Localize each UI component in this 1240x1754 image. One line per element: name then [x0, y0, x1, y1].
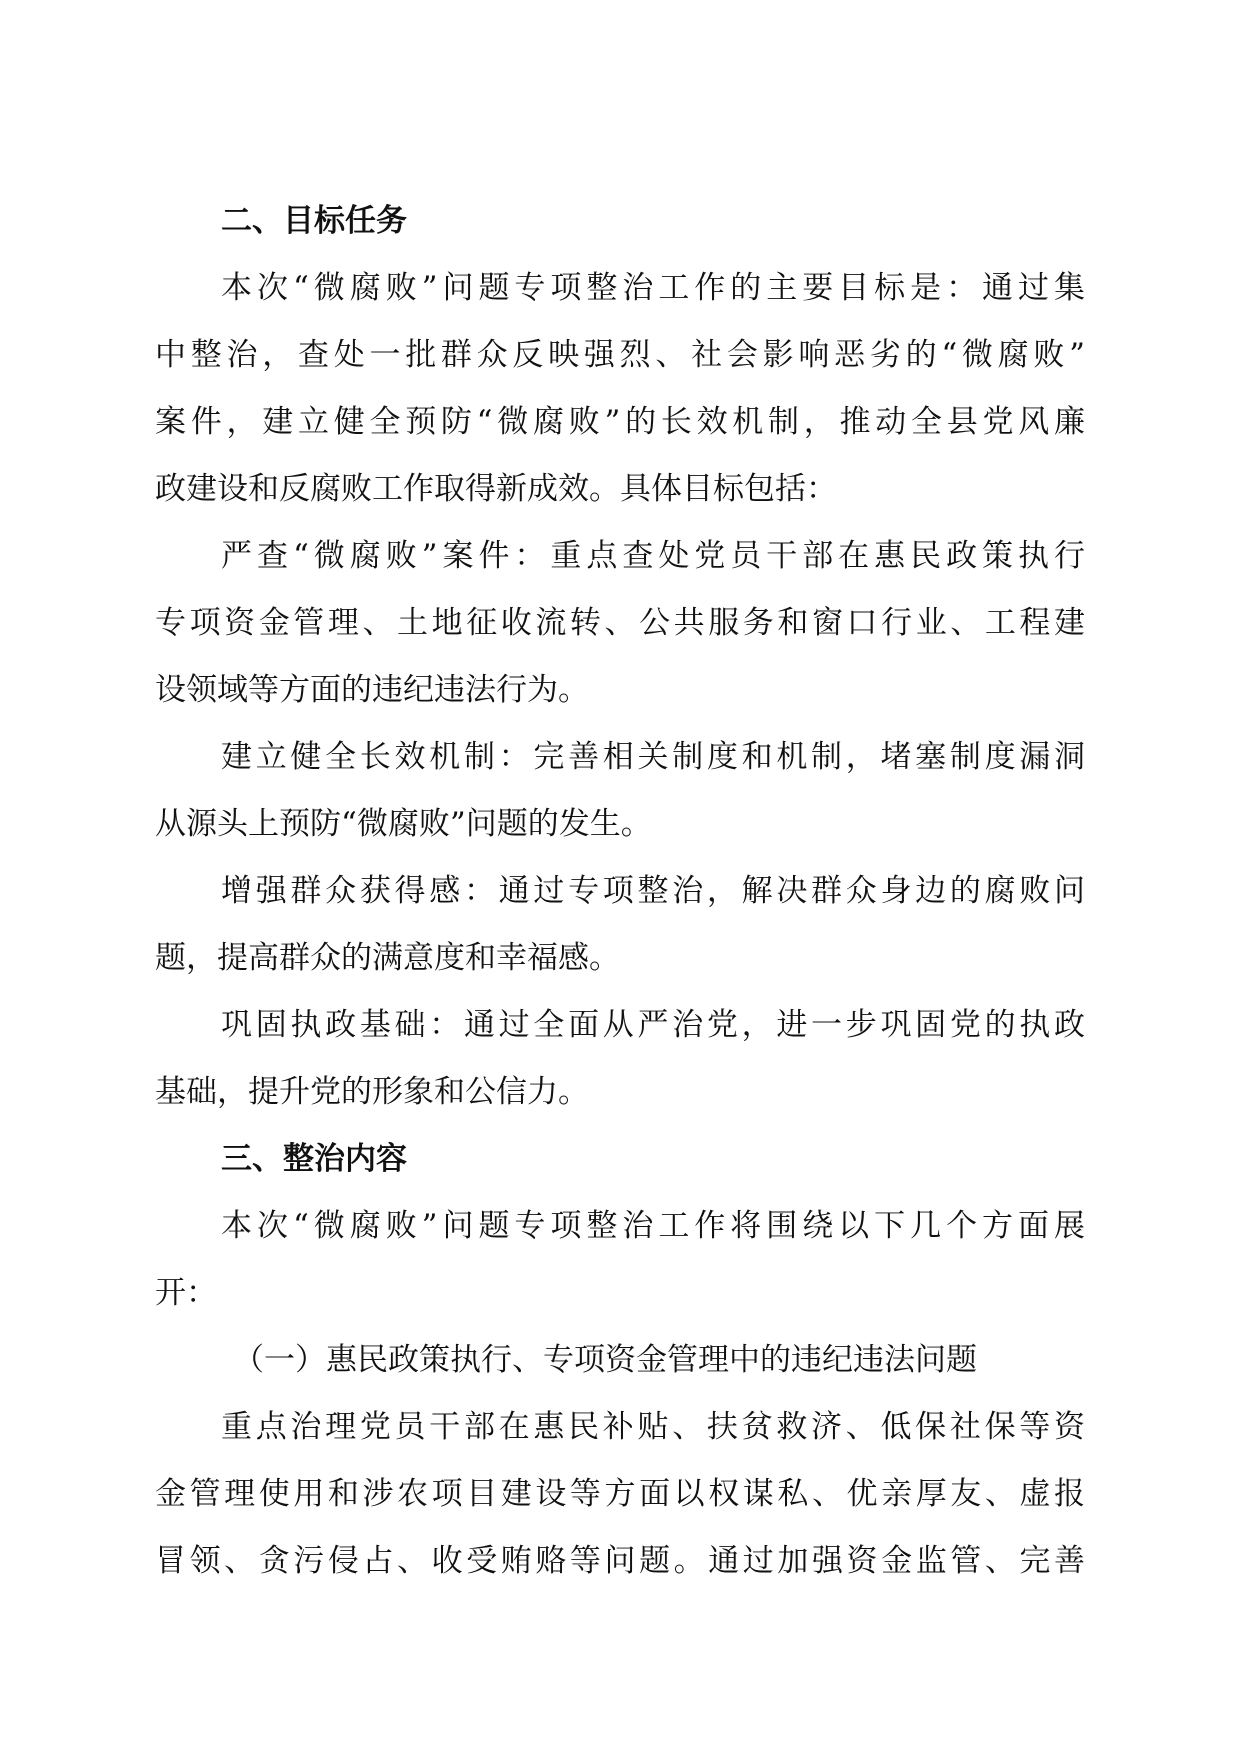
- text-line: 基础，提升党的形象和公信力。: [155, 1074, 589, 1110]
- text-line: 本次“微腐败”问题专项整治工作的主要目标是：通过集: [221, 270, 1085, 306]
- text-line: 冒领、贪污侵占、收受贿赂等问题。通过加强资金监管、完善: [155, 1543, 1085, 1579]
- text-line: 严查“微腐败”案件：重点查处党员干部在惠民政策执行: [221, 538, 1085, 574]
- text-line: 巩固执政基础：通过全面从严治党，进一步巩固党的执政: [221, 1007, 1085, 1043]
- text-line: 设领域等方面的违纪违法行为。: [155, 672, 589, 708]
- text-line: 政建设和反腐败工作取得新成效。具体目标包括：: [155, 471, 837, 507]
- text-line: 开：: [155, 1275, 217, 1311]
- text-line: 案件，建立健全预防“微腐败”的长效机制，推动全县党风廉: [155, 404, 1085, 440]
- text-line: 题，提高群众的满意度和幸福感。: [155, 940, 620, 976]
- document-body: [155, 188, 1085, 1595]
- paragraph-policy-funds: [155, 1394, 1085, 1595]
- paragraph-content-intro: [155, 1193, 1085, 1327]
- paragraph-goals-intro: [155, 255, 1085, 523]
- text-line: 金管理使用和涉农项目建设等方面以权谋私、优亲厚友、虚报: [155, 1476, 1085, 1512]
- text-line: 增强群众获得感：通过专项整治，解决群众身边的腐败问: [221, 873, 1085, 909]
- paragraph-goal-satisfaction: [155, 858, 1085, 992]
- paragraph-goal-foundation: [155, 992, 1085, 1126]
- text-line: 中整治，查处一批群众反映强烈、社会影响恶劣的“微腐败”: [155, 337, 1085, 373]
- text-line: 建立健全长效机制：完善相关制度和机制，堵塞制度漏洞: [221, 739, 1085, 775]
- section-heading-goals: 二、目标任务: [221, 203, 407, 239]
- text-line: 本次“微腐败”问题专项整治工作将围绕以下几个方面展: [221, 1208, 1085, 1244]
- text-line: 重点治理党员干部在惠民补贴、扶贫救济、低保社保等资: [221, 1409, 1085, 1445]
- text-line: 专项资金管理、土地征收流转、公共服务和窗口行业、工程建: [155, 605, 1085, 641]
- paragraph-goal-investigate: [155, 523, 1085, 724]
- text-line: 从源头上预防“微腐败”问题的发生。: [155, 806, 652, 842]
- subsection-heading-policy-funds: （一）惠民政策执行、专项资金管理中的违纪违法问题: [233, 1342, 977, 1378]
- section-heading-content: 三、整治内容: [221, 1141, 407, 1177]
- paragraph-goal-mechanism: [155, 724, 1085, 858]
